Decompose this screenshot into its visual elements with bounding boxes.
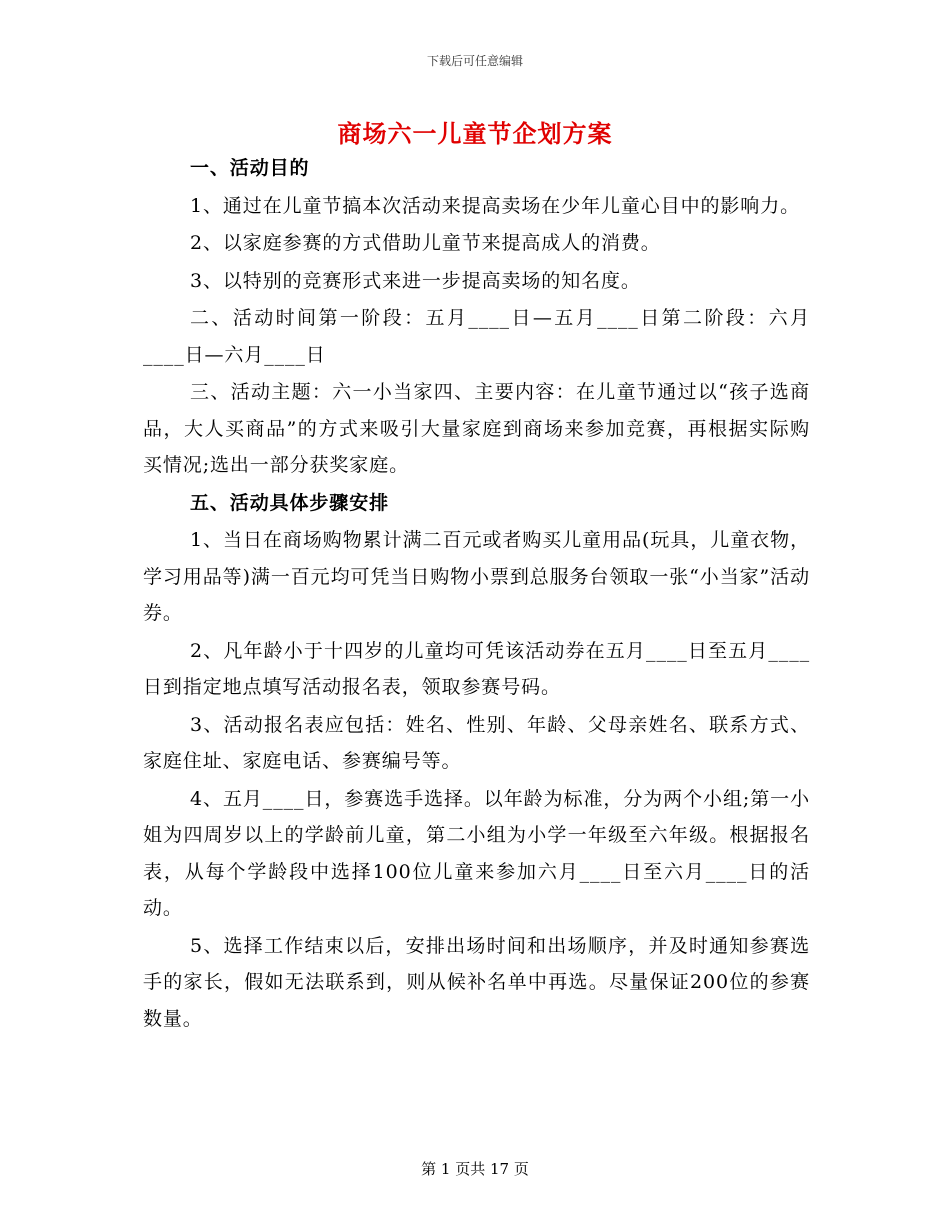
paragraph: 2、以家庭参赛的方式借助儿童节来提高成人的消费。	[190, 232, 661, 254]
paragraph: 1、通过在儿童节搞本次活动来提高卖场在少年儿童心目中的影响力。	[190, 194, 800, 217]
paragraph: 二、活动时间第一阶段：五月____日—五月____日第二阶段：六月____日—六月____日	[143, 307, 810, 366]
paragraph: 4、五月____日，参赛选手选择。以年龄为标准，分为两个小组;第一小姐为四周岁以上的学龄前儿童，第二小组为小学一年级至六年级。根据报名表，从每个学龄段中选择100位儿童来参加六月____日至六月____日的活动。	[143, 787, 810, 919]
paragraph: 3、活动报名表应包括：姓名、性别、年龄、父母亲姓名、联系方式、家庭住址、家庭电话、参赛编号等。	[143, 713, 810, 772]
paragraph: 1、当日在商场购物累计满二百元或者购买儿童用品(玩具，儿童衣物，学习用品等)满一百元均可凭当日购物小票到总服务台领取一张“小当家”活动券。	[143, 529, 810, 624]
header-note: 下载后可任意编辑	[426, 54, 523, 68]
document-title: 商场六一儿童节企划方案	[337, 119, 613, 148]
paragraph: 3、以特别的竞赛形式来进一步提高卖场的知名度。	[190, 269, 641, 292]
paragraph: 5、选择工作结束以后，安排出场时间和出场顺序，并及时通知参赛选手的家长，假如无法联系到，则从候补名单中再选。尽量保证200位的参赛数量。	[143, 934, 810, 1030]
section-heading-steps: 五、活动具体步骤安排	[190, 491, 390, 514]
section-heading-purpose: 一、活动目的	[190, 157, 310, 179]
paragraph: 三、活动主题：六一小当家四、主要内容：在儿童节通过以“孩子选商品，大人买商品”的方式来吸引大量家庭到商场来参加竞赛，再根据实际购买情况;选出一部分获奖家庭。	[143, 381, 810, 476]
document-body	[143, 150, 810, 1038]
paragraph: 2、凡年龄小于十四岁的儿童均可凭该活动券在五月____日至五月____日到指定地点填写活动报名表，领取参赛号码。	[143, 639, 810, 698]
page-footer: 第 1 页共 17 页	[421, 1160, 529, 1178]
